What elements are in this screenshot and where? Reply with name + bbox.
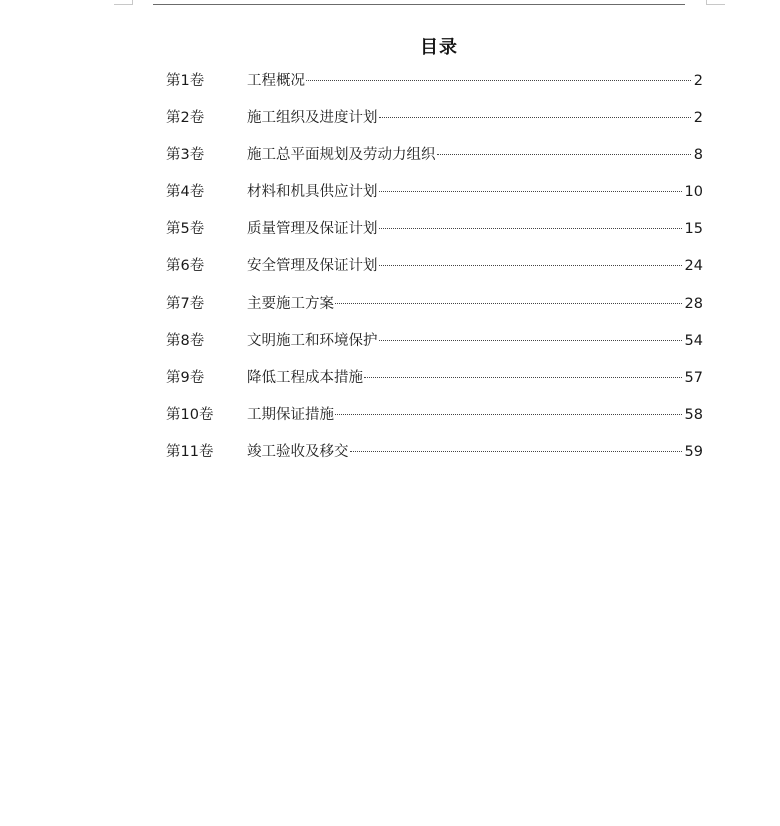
toc-page-number: 15: [684, 221, 703, 238]
toc-entry-name: 施工总平面规划及劳动力组织: [247, 147, 436, 164]
toc-entry[interactable]: [166, 367, 703, 404]
toc-volume: 第5卷: [166, 221, 205, 238]
toc-page-number: 58: [684, 406, 703, 423]
toc-page-number: 28: [684, 295, 703, 312]
toc-page-number: 59: [684, 443, 703, 460]
toc-entry[interactable]: [166, 70, 703, 107]
toc-dot-leader: [335, 414, 682, 415]
toc-volume: 第3卷: [166, 147, 205, 164]
toc-page-number: 54: [684, 332, 703, 349]
toc-dot-leader: [306, 80, 691, 81]
toc-dot-leader: [379, 265, 682, 266]
toc-page-number: 57: [684, 369, 703, 386]
toc-entry-name: 竣工验收及移交: [247, 443, 349, 460]
toc-entry-name: 工期保证措施: [247, 406, 334, 423]
toc-volume: 第6卷: [166, 258, 205, 275]
toc-dot-leader: [335, 303, 682, 304]
toc-entry-name: 安全管理及保证计划: [247, 258, 378, 275]
crop-mark-top-right: [706, 0, 725, 5]
toc-entry[interactable]: [166, 144, 703, 181]
toc-entry-name: 降低工程成本措施: [247, 369, 363, 386]
toc-entry-name: 质量管理及保证计划: [247, 221, 378, 238]
crop-mark-top-left: [114, 0, 133, 5]
toc-entry-name: 文明施工和环境保护: [247, 332, 378, 349]
toc-volume: 第4卷: [166, 184, 205, 201]
toc-volume: 第11卷: [166, 443, 214, 460]
toc-dot-leader: [379, 340, 682, 341]
toc-dot-leader: [437, 154, 691, 155]
toc-entry-name: 材料和机具供应计划: [247, 184, 378, 201]
toc-page-number: 24: [684, 258, 703, 275]
toc-entry-name: 主要施工方案: [247, 295, 334, 312]
toc-page-number: 2: [693, 73, 703, 89]
toc-entry-name: 施工组织及进度计划: [247, 110, 378, 127]
toc-volume: 第2卷: [166, 110, 205, 127]
toc-dot-leader: [350, 451, 682, 452]
toc-volume: 第7卷: [166, 295, 205, 312]
toc-volume: 第10卷: [166, 406, 214, 423]
toc-title: 目录: [420, 37, 458, 58]
toc-dot-leader: [379, 191, 682, 192]
toc-entry[interactable]: [166, 330, 703, 367]
toc-volume: 第1卷: [166, 73, 205, 89]
toc-page-number: 8: [693, 147, 703, 164]
toc-page-number: 2: [693, 110, 703, 127]
toc-entry[interactable]: [166, 107, 703, 144]
toc-entry[interactable]: [166, 218, 703, 255]
toc-entry[interactable]: [166, 255, 703, 292]
toc-page-number: 10: [684, 184, 703, 201]
toc-entry[interactable]: [166, 441, 703, 478]
toc-dot-leader: [364, 377, 682, 378]
toc-entry[interactable]: [166, 404, 703, 441]
header-rule: [153, 4, 685, 5]
toc-dot-leader: [379, 117, 691, 118]
table-of-contents: [166, 70, 703, 478]
toc-dot-leader: [379, 228, 682, 229]
toc-volume: 第8卷: [166, 332, 205, 349]
toc-entry[interactable]: [166, 181, 703, 218]
toc-volume: 第9卷: [166, 369, 205, 386]
toc-entry[interactable]: [166, 293, 703, 330]
toc-entry-name: 工程概况: [247, 73, 305, 89]
